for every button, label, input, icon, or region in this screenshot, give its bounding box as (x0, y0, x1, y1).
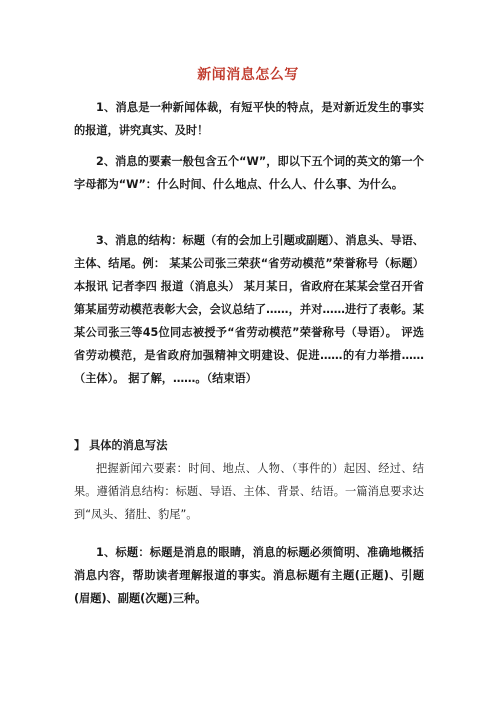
paragraph-2: 2、消息的要素一般包含五个“W”，即以下五个词的英文的第一个字母都为“W”：什么时间、什么地点、什么人、什么事、为什么。 (74, 155, 424, 191)
section-paragraph-1: 把握新闻六要素：时间、地点、人物、（事件的）起因、经过、结果。遵循消息结构：标题、导语、主体、背景、结语。一篇消息要求达到“凤头、猪肚、豹尾”。 (74, 462, 424, 521)
page-title: 新闻消息怎么写 (197, 67, 299, 83)
section-heading: 】 具体的消息写法 (74, 439, 168, 452)
paragraph-1: 1、消息是一种新闻体裁，有短平快的特点，是对新近发生的事实的报道，讲究真实、及时！ (74, 101, 424, 137)
section-paragraph-2: 1、标题：标题是消息的眼睛，消息的标题必须简明、准确地概括消息内容，帮助读者理解报道的事实。消息标题有主题(正题)、引题(眉题)、副题(次题)三种。 (74, 546, 424, 605)
paragraph-3: 3、消息的结构：标题（有的会加上引题或副题）、消息头、导语、主体、结尾。例： 某某公司张三荣获“省劳动模范”荣誉称号（标题） 本报讯 记者李四 报道（消息头） 某月某日，省政府在某某会堂召开省第某届劳动模范表彰大会，会议总结了……，并对……进行了表彰。某某公司张三等45位同志被授予“省劳动模范”荣誉称号（导语）。 评选省劳动模范，是省政府加强精神文明建设、促进……的有力举措……（主体）。 据了解，……。（结束语） (74, 234, 424, 385)
